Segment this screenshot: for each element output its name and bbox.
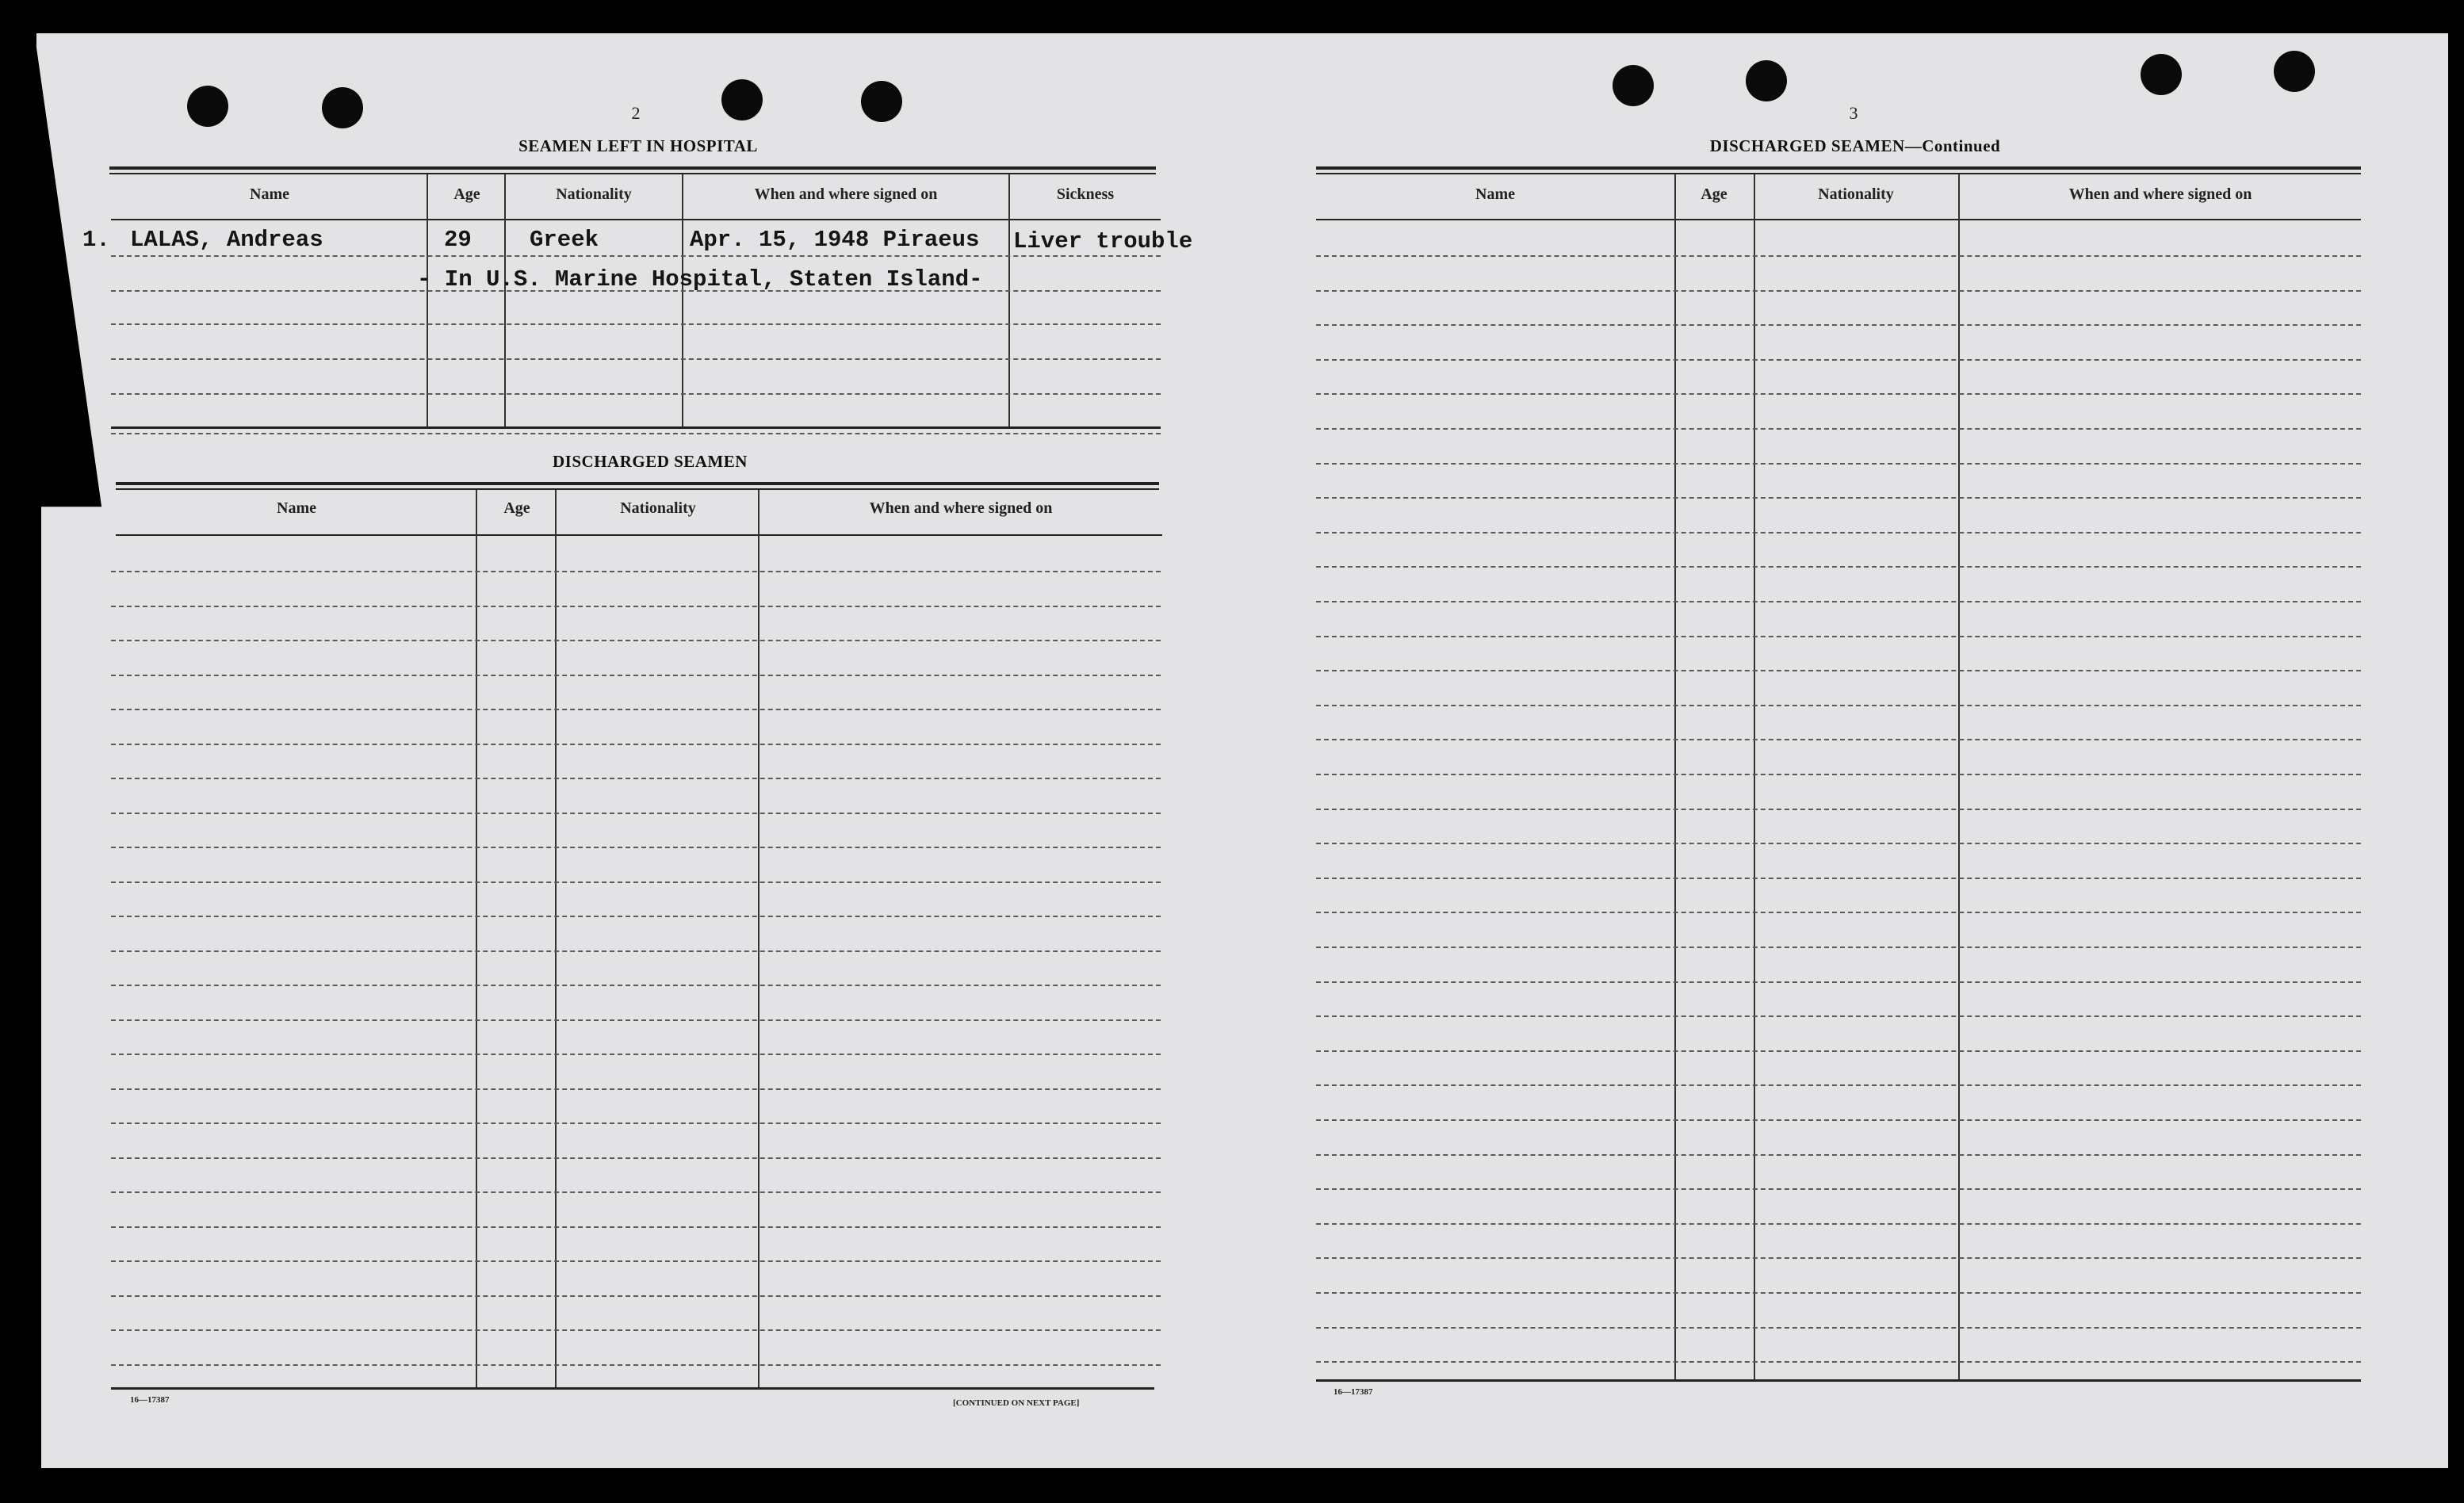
column-divider: [504, 174, 506, 428]
form-number: 16—17387: [1333, 1387, 1373, 1397]
column-divider: [682, 174, 683, 428]
punch-hole: [2141, 54, 2182, 95]
row-line: [111, 255, 1161, 257]
row-line: [1316, 324, 2361, 326]
row-line: [1316, 809, 2361, 810]
entry-age: 29: [444, 227, 472, 253]
column-divider: [427, 174, 428, 428]
rule: [109, 173, 1156, 174]
column-header-nationality: Nationality: [620, 499, 696, 517]
column-header-name: Name: [250, 185, 289, 203]
column-divider: [1674, 174, 1676, 1379]
row-line: [111, 675, 1161, 676]
row-line: [1316, 912, 2361, 913]
column-divider: [758, 490, 759, 1387]
row-line: [1316, 1154, 2361, 1156]
rule: [116, 482, 1159, 485]
row-line: [111, 1088, 1161, 1090]
column-divider: [555, 490, 557, 1387]
punch-hole: [1613, 65, 1654, 106]
section-heading-discharged: DISCHARGED SEAMEN: [553, 452, 748, 471]
row-line: [1316, 670, 2361, 671]
form-number: 16—17387: [130, 1395, 170, 1405]
entry-note: - In U.S. Marine Hospital, Staten Island-: [417, 266, 983, 293]
rule: [111, 426, 1161, 429]
entry-nationality: Greek: [530, 227, 599, 253]
row-line: [1316, 981, 2361, 983]
entry-name: LALAS, Andreas: [130, 227, 323, 253]
row-line: [1316, 739, 2361, 740]
row-line: [111, 916, 1161, 917]
row-line: [1316, 601, 2361, 602]
row-line: [111, 323, 1161, 325]
row-line: [111, 813, 1161, 814]
column-header-signed-on: When and where signed on: [2068, 185, 2252, 203]
rule: [1316, 166, 2361, 170]
row-line: [111, 606, 1161, 607]
column-header-age: Age: [453, 185, 480, 203]
rule: [111, 219, 1161, 220]
continued-note: [CONTINUED ON NEXT PAGE]: [953, 1398, 1080, 1408]
row-line: [111, 744, 1161, 745]
row-line: [1316, 566, 2361, 568]
row-line: [111, 985, 1161, 986]
punch-hole: [187, 86, 228, 127]
column-divider: [476, 490, 477, 1387]
row-line: [1316, 1361, 2361, 1363]
row-line: [111, 1122, 1161, 1124]
column-header-signed-on: When and where signed on: [754, 185, 938, 203]
row-line: [1316, 393, 2361, 395]
row-line: [111, 571, 1161, 572]
heading-text: DISCHARGED SEAMEN: [1709, 136, 1905, 155]
punch-hole: [721, 79, 763, 120]
page-number: 3: [1849, 103, 1858, 123]
section-heading-hospital: SEAMEN LEFT IN HOSPITAL: [518, 136, 758, 155]
row-line: [1316, 1119, 2361, 1121]
column-divider: [1958, 174, 1960, 1379]
row-line: [111, 1295, 1161, 1297]
rule: [1316, 1379, 2361, 1382]
column-header-sickness: Sickness: [1056, 185, 1115, 203]
row-line: [1316, 705, 2361, 706]
row-line: [1316, 843, 2361, 844]
row-line: [111, 1364, 1161, 1366]
row-line: [1316, 1084, 2361, 1086]
row-line: [1316, 463, 2361, 465]
rule: [109, 166, 1156, 170]
row-line: [111, 778, 1161, 779]
row-line: [111, 1260, 1161, 1262]
rule: [1316, 173, 2361, 174]
row-line: [111, 640, 1161, 641]
punch-hole: [322, 87, 363, 128]
row-line: [1316, 532, 2361, 534]
row-line: [1316, 1292, 2361, 1294]
manifest-sheet: [36, 33, 2448, 1468]
row-line: [1316, 359, 2361, 361]
row-line: [111, 358, 1161, 360]
row-line: [1316, 428, 2361, 430]
row-line: [1316, 774, 2361, 775]
column-header-nationality: Nationality: [556, 185, 632, 203]
row-line: [111, 393, 1161, 395]
row-line: [111, 882, 1161, 883]
row-line: [111, 1019, 1161, 1021]
row-line: [1316, 1015, 2361, 1017]
column-header-age: Age: [503, 499, 530, 517]
punch-hole: [2274, 51, 2315, 92]
entry-sickness: Liver trouble: [1013, 228, 1193, 254]
row-line: [1316, 1327, 2361, 1329]
row-line: [111, 1054, 1161, 1055]
rule: [116, 488, 1159, 490]
heading-suffix: —Continued: [1904, 136, 2001, 155]
column-header-signed-on: When and where signed on: [869, 499, 1053, 517]
rule: [1316, 219, 2361, 220]
row-line: [1316, 947, 2361, 948]
row-line: [1316, 1050, 2361, 1052]
row-line: [111, 1226, 1161, 1228]
row-line: [111, 433, 1161, 434]
section-heading-discharged-continued: [1633, 136, 2077, 156]
row-line: [1316, 497, 2361, 499]
row-line: [1316, 878, 2361, 879]
entry-signed-on: Apr. 15, 1948 Piraeus: [690, 227, 980, 253]
rule: [111, 1387, 1154, 1390]
rule: [116, 534, 1162, 536]
column-header-age: Age: [1701, 185, 1727, 203]
column-divider: [1754, 174, 1755, 1379]
row-line: [1316, 636, 2361, 637]
column-header-name: Name: [277, 499, 316, 517]
column-divider: [1008, 174, 1010, 428]
row-line: [1316, 1223, 2361, 1225]
row-line: [111, 847, 1161, 848]
row-line: [111, 1329, 1161, 1331]
row-line: [111, 1157, 1161, 1159]
row-line: [111, 1191, 1161, 1193]
page-number: 2: [631, 103, 641, 123]
entry-number: 1.: [82, 227, 110, 253]
row-line: [1316, 255, 2361, 257]
row-line: [1316, 290, 2361, 292]
row-line: [1316, 1188, 2361, 1190]
punch-hole: [1746, 60, 1787, 101]
column-header-name: Name: [1475, 185, 1515, 203]
row-line: [111, 709, 1161, 710]
column-header-nationality: Nationality: [1818, 185, 1894, 203]
row-line: [1316, 1257, 2361, 1259]
row-line: [111, 950, 1161, 952]
punch-hole: [861, 81, 902, 122]
